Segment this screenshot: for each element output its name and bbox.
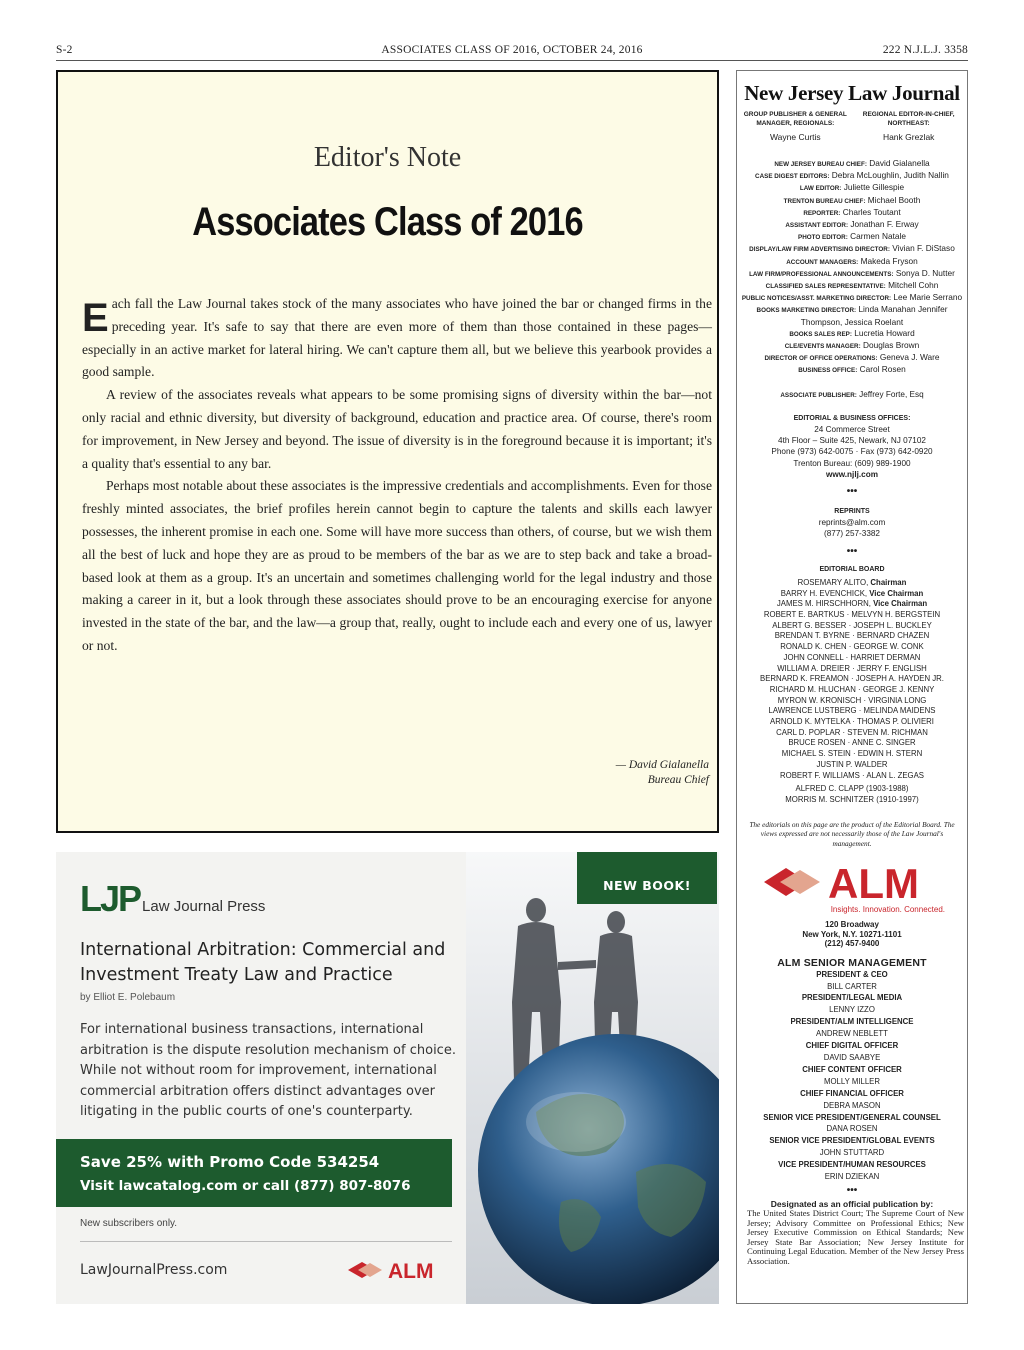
staff-entry (737, 304, 967, 327)
subscribers-note: New subscribers only. (80, 1218, 178, 1229)
globe-handshake-image (466, 852, 719, 1304)
staff-entry (737, 243, 967, 255)
publisher-title: GROUP PUBLISHER & GENERAL MANAGER, REGIONALS: (743, 111, 847, 127)
separator-dots: ••• (846, 545, 858, 557)
executive-title: PRESIDENT/LEGAL MEDIA (801, 993, 903, 1003)
book-description: For international business transactions, international arbitration is the dispute resolution mechanism of choice. While not without room for improvement, international commercial arbitration offers distinct advantages over litigating in the public courts of one's counterparty. (80, 1022, 456, 1119)
staff-name: Linda Manahan Jennifer Thompson, Jessica Roelant (800, 304, 948, 327)
staff-name: Lucretia Howard (854, 327, 915, 338)
board-member-row: JUSTIN P. WALDER (816, 759, 888, 769)
executive-name: LENNY IZZO (829, 1005, 875, 1015)
staff-name: Douglas Brown (862, 340, 920, 351)
executive-title: SENIOR VICE PRESIDENT/GENERAL COUNSEL (763, 1112, 941, 1122)
staff-entry (737, 352, 967, 364)
editor-title: REGIONAL EDITOR-IN-CHIEF, NORTHEAST: (862, 111, 955, 127)
njlj-website-link[interactable]: www.njlj.com (825, 469, 878, 479)
staff-role: BOOKS SALES REP: (789, 330, 852, 338)
signature-title: Bureau Chief (647, 774, 709, 786)
alm-logo-icon (752, 862, 952, 902)
executive-name: JOHN STUTTARD (819, 1148, 885, 1158)
executive-name: ERIN DZIEKAN (824, 1172, 880, 1182)
staff-role: CASE DIGEST EDITORS: (755, 173, 830, 181)
board-member-row: MICHAEL S. STEIN · EDWIN H. STERN (781, 749, 923, 759)
board-member-row: ROBERT E. BARTKUS · MELVYN H. BERGSTEIN (763, 610, 941, 619)
editor-name: Hank Grezlak (882, 132, 935, 142)
ljp-logo-mark: LJP (80, 878, 141, 919)
staff-entry (737, 328, 967, 340)
section-title: ASSOCIATES CLASS OF 2016, OCTOBER 24, 2016 (381, 44, 643, 56)
staff-name: Vivian F. DiStaso (892, 243, 955, 254)
running-head (56, 44, 968, 60)
staff-role: ACCOUNT MANAGERS: (786, 258, 859, 266)
board-member-row: RICHARD M. HLUCHAN · GEORGE J. KENNY (769, 684, 935, 694)
executive-title: CHIEF DIGITAL OFFICER (805, 1041, 899, 1051)
staff-name: Sonya D. Nutter (895, 267, 955, 278)
board-member-row: BERNARD K. FREAMON · JOSEPH A. HAYDEN JR. (760, 674, 944, 684)
alm-chevron-icon (348, 1259, 452, 1281)
reprints-heading: REPRINTS (834, 508, 870, 516)
new-book-badge: NEW BOOK! (577, 852, 717, 904)
board-member-row: BRUCE ROSEN · ANNE C. SINGER (788, 738, 916, 748)
designation-text: The United States District Court; The Supreme Court of New Jersey; Advisory Committee on Professional Ethics; New Jersey Executive Commission on Ethical Standards; New Jersey State Bar Association; New Jersey Institute for Continuing Legal Education. Member of the New Jersey Press Association. (747, 1207, 964, 1266)
ad-divider (80, 1241, 452, 1242)
executive-name: DEBRA MASON (823, 1100, 881, 1110)
board-member-row: JOHN CONNELL · HARRIET DERMAN (783, 652, 921, 662)
editors-note-title: Associates Class of 2016 (192, 200, 583, 244)
staff-name: Carmen Natale (850, 231, 906, 242)
staff-role: DISPLAY/LAW FIRM ADVERTISING DIRECTOR: (749, 246, 890, 254)
board-member-row: WILLIAM A. DREIER · JERRY F. ENGLISH (777, 663, 927, 673)
staff-name: Debra McLoughlin, Judith Nallin (831, 170, 949, 181)
citation: 222 N.J.L.J. 3358 (882, 44, 968, 56)
staff-role: BOOKS MARKETING DIRECTOR: (756, 307, 857, 315)
ljp-logo (80, 878, 265, 920)
executive-title: PRESIDENT & CEO (816, 969, 888, 979)
staff-role: DIRECTOR OF OFFICE OPERATIONS: (764, 355, 878, 363)
newspaper-masthead: New Jersey Law Journal (744, 81, 960, 105)
editors-note-kicker: Editor's Note (313, 142, 462, 173)
staff-entry (737, 292, 967, 304)
staff-role: CLASSIFIED SALES REPRESENTATIVE: (765, 283, 886, 291)
staff-entry (737, 231, 967, 243)
board-member-row: LAWRENCE LUSTBERG · MELINDA MAIDENS (768, 706, 936, 716)
board-member-row: MYRON W. KRONISCH · VIRGINIA LONG (777, 695, 927, 705)
staff-entry (737, 219, 967, 231)
separator-dots: ••• (846, 1184, 858, 1196)
book-author: by Elliot E. Polebaum (80, 992, 176, 1003)
drop-cap: E (82, 296, 109, 340)
staff-role: ASSISTANT EDITOR: (785, 222, 849, 230)
editors-note-body (82, 293, 712, 658)
board-member-row: RONALD K. CHEN · GEORGE W. CONK (780, 642, 924, 652)
executive-name: MOLLY MILLER (823, 1076, 881, 1086)
staff-name: Juliette Gillespie (843, 182, 905, 193)
promo-contact-text[interactable]: Visit lawcatalog.com or call (877) 807-8076 (80, 1178, 411, 1194)
reprints-email-link[interactable]: reprints@alm.com (818, 518, 886, 528)
board-member-row: ALBERT G. BESSER · JOSEPH L. BUCKLEY (772, 620, 932, 630)
editors-note-box (56, 70, 719, 833)
staff-name: Charles Toutant (842, 206, 901, 217)
ad-alm-logo (348, 1259, 452, 1286)
staff-entry (737, 195, 967, 207)
staff-list (737, 158, 967, 377)
editorial-disclaimer: The editorials on this page are the product of the Editorial Board. The views expressed are not necessarily those of the Law Journal's management. (749, 819, 955, 848)
staff-name: Geneva J. Ware (879, 352, 940, 363)
book-title[interactable]: International Arbitration: Commercial and Investment Treaty Law and Practice (80, 940, 446, 985)
staff-name: Mitchell Cohn (888, 280, 939, 291)
offices-heading: EDITORIAL & BUSINESS OFFICES: (793, 414, 911, 422)
promo-code-text: Save 25% with Promo Code 534254 (80, 1153, 380, 1171)
staff-role: CLE/EVENTS MANAGER: (784, 343, 861, 351)
alm-logo (737, 862, 967, 914)
editorial-board: EDITORIAL BOARD ROSEMARY ALITO, Chairman BARRY H. EVENCHICK, Vice Chairman JAMES M. HIRSCHHORN, Vice Chairman ROBERT E. BARTKUS · MELVYN H. BERGSTEIN ALBERT G. BESSER · JOSEPH L. BUCKLEY BRENDAN T. BYRNE · BERNARD CHAZEN RONALD K. CHEN · GEORGE W. CONK JOHN CONNELL · HARRIET DERMAN WILLIAM A. DREIER · JERRY F. ENGLISH BERNARD K. FREAMON · JOSEPH A. HAYDEN JR. RICHARD M. HLUCHAN · GEORGE J. KENNY MYRON W. KRONISCH · VIRGINIA LONG LAWRENCE LUSTBERG · MELINDA MAIDENS ARNOLD K. MYTELKA · THOMAS P. OLIVIERI CARL D. POPLAR · STEVEN M. RICHMAN BRUCE ROSEN · ANNE C. SINGER MICHAEL S. STEIN · EDWIN H. STERN JUSTIN P. WALDER ROBERT F. WILLIAMS · ALAN L. ZEGAS ALFRED C. CLAPP (1903-1988) MORRIS M. SCHNITZER (1910-1997) (737, 564, 967, 806)
offices-block: EDITORIAL & BUSINESS OFFICES: 24 Commerce Street 4th Floor – Suite 425, Newark, NJ 07102 Phone (973) 642-0075 · Fax (973) 642-0920 Trenton Bureau: (609) 989-1900 www.njlj.com (737, 413, 967, 480)
staff-entry (737, 158, 967, 170)
editorial-board-heading: EDITORIAL BOARD (819, 565, 885, 573)
reprints-block: REPRINTS reprints@alm.com (877) 257-3382 (737, 506, 967, 540)
staff-entry (737, 182, 967, 194)
signature (616, 758, 709, 788)
promo-banner[interactable] (56, 1139, 452, 1207)
staff-name: Jonathan F. Erway (850, 219, 919, 230)
executive-name: ANDREW NEBLETT (816, 1029, 888, 1039)
staff-entry (737, 268, 967, 280)
alm-wordmark: ALM (828, 862, 919, 903)
header-rule (56, 60, 968, 61)
alm-tagline: Insights. Innovation. Connected. (830, 905, 945, 915)
staff-entry (737, 340, 967, 352)
staff-entry (737, 170, 967, 182)
globe-illustration (466, 852, 719, 1304)
staff-role: PHOTO EDITOR: (798, 234, 848, 242)
staff-role: NEW JERSEY BUREAU CHIEF: (774, 161, 867, 168)
staff-entry (737, 364, 967, 376)
executive-title: CHIEF FINANCIAL OFFICER (800, 1088, 904, 1098)
book-advertisement[interactable] (56, 852, 719, 1304)
executive-name: BILL CARTER (827, 981, 877, 991)
staff-name: Carol Rosen (859, 364, 906, 375)
staff-entry (737, 280, 967, 292)
publisher-name: Wayne Curtis (769, 132, 821, 142)
staff-role: BUSINESS OFFICE: (798, 367, 858, 375)
board-member-row: ARNOLD K. MYTELKA · THOMAS P. OLIVIERI (770, 717, 934, 727)
staff-role: PUBLIC NOTICES/ASST. MARKETING DIRECTOR: (741, 295, 892, 303)
executive-title: VICE PRESIDENT/HUMAN RESOURCES (778, 1160, 926, 1170)
board-member-row: BRENDAN T. BYRNE · BERNARD CHAZEN (774, 631, 930, 641)
staff-entry (737, 256, 967, 268)
paragraph-2: A review of the associates reveals what appears to be some promising signs of diversity within the bar—not only racial and ethnic diversity, but diversity of background, education and practice area. Of course, there's room for improvement, in New Jersey and beyond. The issue of diversity is in the foreground because it is important; it's a quality that's essential to any bar. (82, 387, 712, 471)
page-number: S-2 (56, 44, 73, 56)
designation-heading: Designated as an official publication by: (770, 1198, 934, 1209)
alm-management-heading: ALM SENIOR MANAGEMENT (777, 956, 927, 969)
board-members (737, 610, 967, 781)
alm-management-list (737, 969, 967, 1183)
signature-name: — David Gialanella (615, 759, 709, 771)
board-member-row: CARL D. POPLAR · STEVEN M. RICHMAN (776, 727, 928, 737)
staff-role: REPORTER: (803, 209, 841, 217)
staff-name: David Gialanella (869, 158, 930, 168)
ljp-logo-name: Law Journal Press (142, 898, 266, 915)
publisher-editor-row (737, 110, 967, 142)
separator-dots: ••• (846, 486, 858, 498)
executive-title: SENIOR VICE PRESIDENT/GLOBAL EVENTS (769, 1136, 935, 1146)
executive-title: PRESIDENT/ALM INTELLIGENCE (790, 1017, 914, 1027)
ad-alm-wordmark: ALM (388, 1260, 434, 1281)
staff-entry (737, 207, 967, 219)
staff-name: Makeda Fryson (860, 255, 918, 266)
staff-name: Michael Booth (867, 194, 921, 205)
alm-address: 120 Broadway New York, N.Y. 10271-1101 (212) 457-9400 (802, 920, 902, 949)
staff-role: LAW FIRM/PROFESSIONAL ANNOUNCEMENTS: (749, 270, 894, 278)
staff-name: Lee Marie Serrano (893, 292, 963, 303)
executive-name: DANA ROSEN (826, 1124, 878, 1134)
executive-name: DAVID SAABYE (823, 1053, 881, 1062)
ljp-website-link[interactable]: LawJournalPress.com (80, 1262, 228, 1278)
staff-role: LAW EDITOR: (799, 185, 842, 193)
associate-publisher: ASSOCIATE PUBLISHER: Jeffrey Forte, Esq (780, 389, 924, 399)
executive-title: CHIEF CONTENT OFFICER (802, 1064, 902, 1074)
paragraph-1: Each fall the Law Journal takes stock of the many associates who have joined the bar or changed firms in the preceding year. It's safe to say that there are even more of them than those contained in these pages—especially in an active market for lateral hiring. We can't capture them all, but we believe this yearbook provides a good sample. (82, 296, 712, 380)
staff-role: TRENTON BUREAU CHIEF: (783, 197, 866, 205)
masthead-sidebar (736, 70, 968, 1304)
paragraph-3: Perhaps most notable about these associates is the impressive credentials and accomplishments. Even for those freshly minted associates, the brief profiles herein cannot begin to capture the talents and skills each lawyer possesses, the inherent promise in each one. Some will have more success than others, of course, but we wish them all the best of luck and hope they are as proud to be members of the bar as we are to step back and take a broad-based look at them as a group. It's an uncertain and sometimes challenging world for the legal industry and those making a career in it, but a look through these associates should prove to be an encouraging exercise for anyone invested in the state of the bar, and the law—a group that, really, ought to include each and every one of us, lawyer or not. (82, 478, 712, 653)
board-member-row: ROBERT F. WILLIAMS · ALAN L. ZEGAS (780, 770, 924, 780)
